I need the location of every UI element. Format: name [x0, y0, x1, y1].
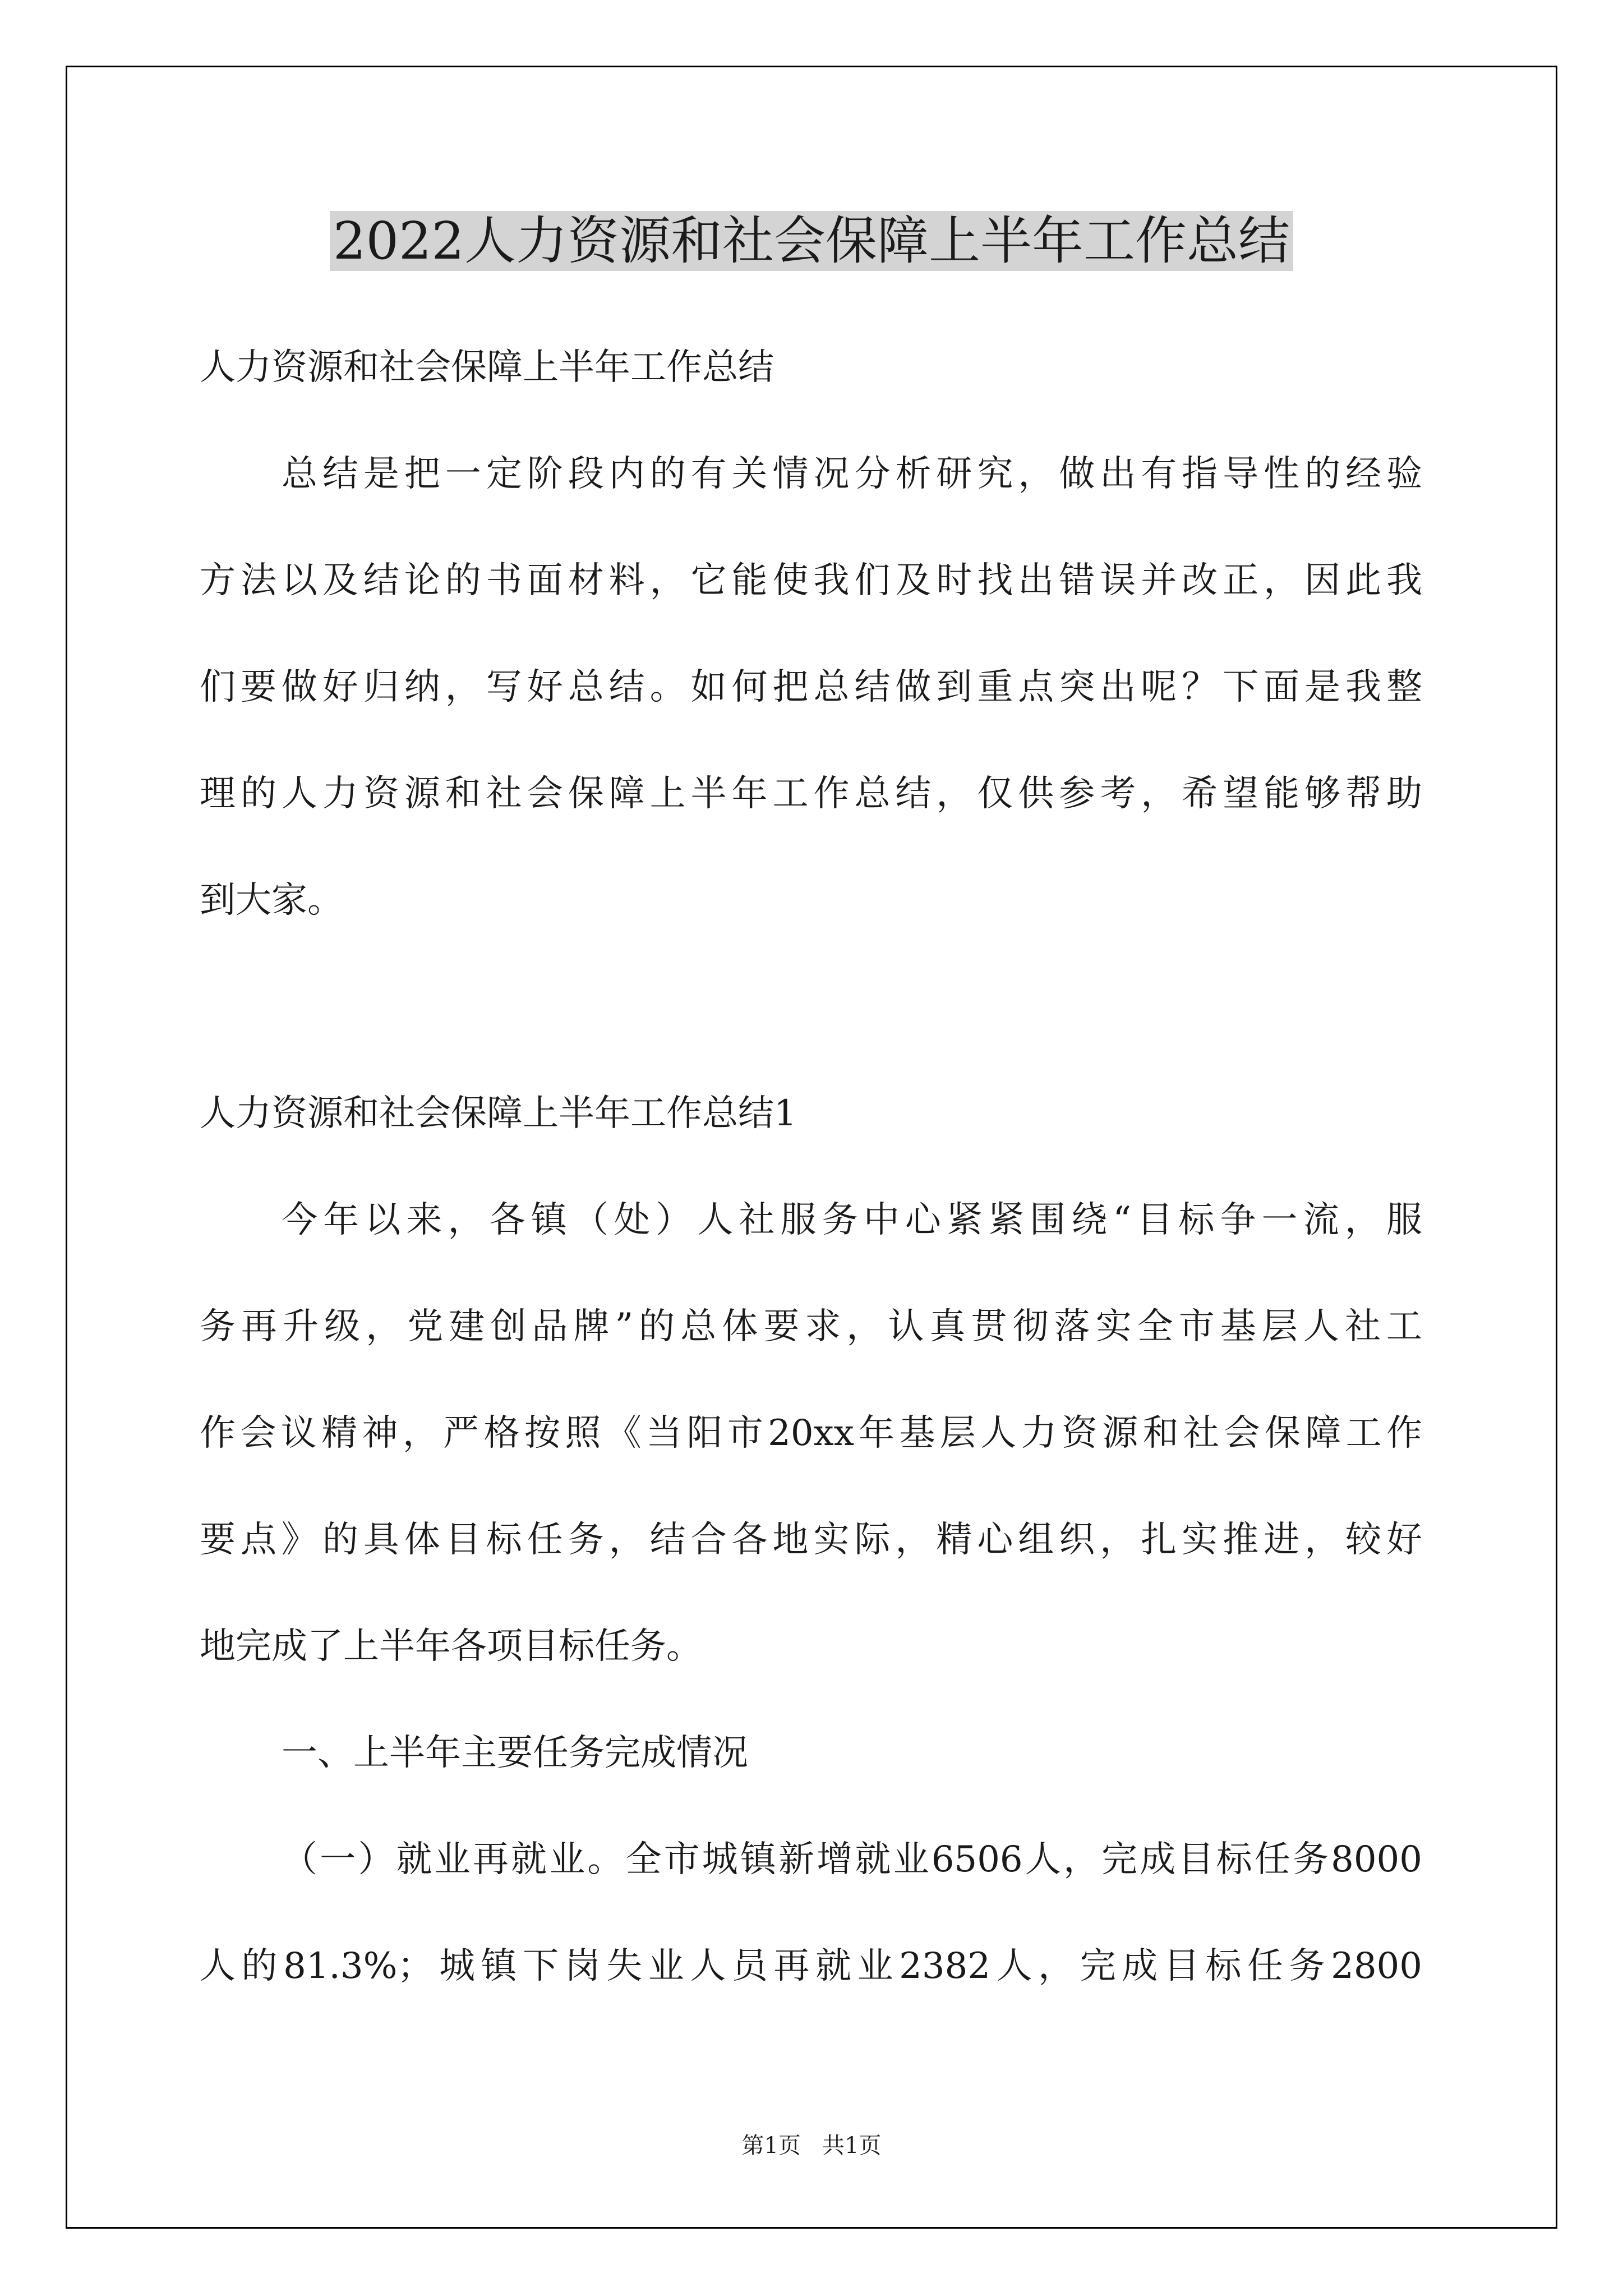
intro-line: 理的人力资源和社会保障上半年工作总结，仅供参考，希望能够帮助	[200, 773, 1422, 815]
document-title	[0, 202, 1623, 280]
document-title-text: 2022人力资源和社会保障上半年工作总结	[330, 211, 1293, 271]
sub-heading: 一、上半年主要任务完成情况	[282, 1732, 748, 1774]
intro-line: 们要做好归纳，写好总结。如何把总结做到重点突出呢？下面是我整	[200, 666, 1422, 708]
section-line: 要点》的具体目标任务，结合各地实际，精心组织，扎实推进，较好	[200, 1519, 1422, 1561]
paragraph-gap	[200, 954, 1422, 1060]
section-line: 作会议精神，严格按照《当阳市20xx年基层人力资源和社会保障工作	[200, 1412, 1422, 1454]
document-body	[200, 314, 1422, 2019]
section-line: 今年以来，各镇（处）人社服务中心紧紧围绕“目标争一流，服	[282, 1199, 1422, 1241]
document-subtitle: 人力资源和社会保障上半年工作总结	[200, 347, 774, 388]
section-heading: 人力资源和社会保障上半年工作总结1	[200, 1093, 797, 1134]
intro-line: 方法以及结论的书面材料，它能使我们及时找出错误并改正，因此我	[200, 560, 1422, 601]
item-line: 人的81.3%；城镇下岗失业人员再就业2382人，完成目标任务2800	[200, 1945, 1422, 1987]
section-line: 地完成了上半年各项目标任务。	[200, 1626, 702, 1667]
intro-line: 到大家。	[200, 880, 343, 921]
section-line: 务再升级，党建创品牌”的总体要求，认真贯彻落实全市基层人社工	[200, 1306, 1422, 1347]
intro-line: 总结是把一定阶段内的有关情况分析研究，做出有指导性的经验	[282, 453, 1422, 495]
page-footer: 第1页 共1页	[741, 2133, 882, 2159]
item-line: （一）就业再就业。全市城镇新增就业6506人，完成目标任务8000	[282, 1839, 1422, 1880]
